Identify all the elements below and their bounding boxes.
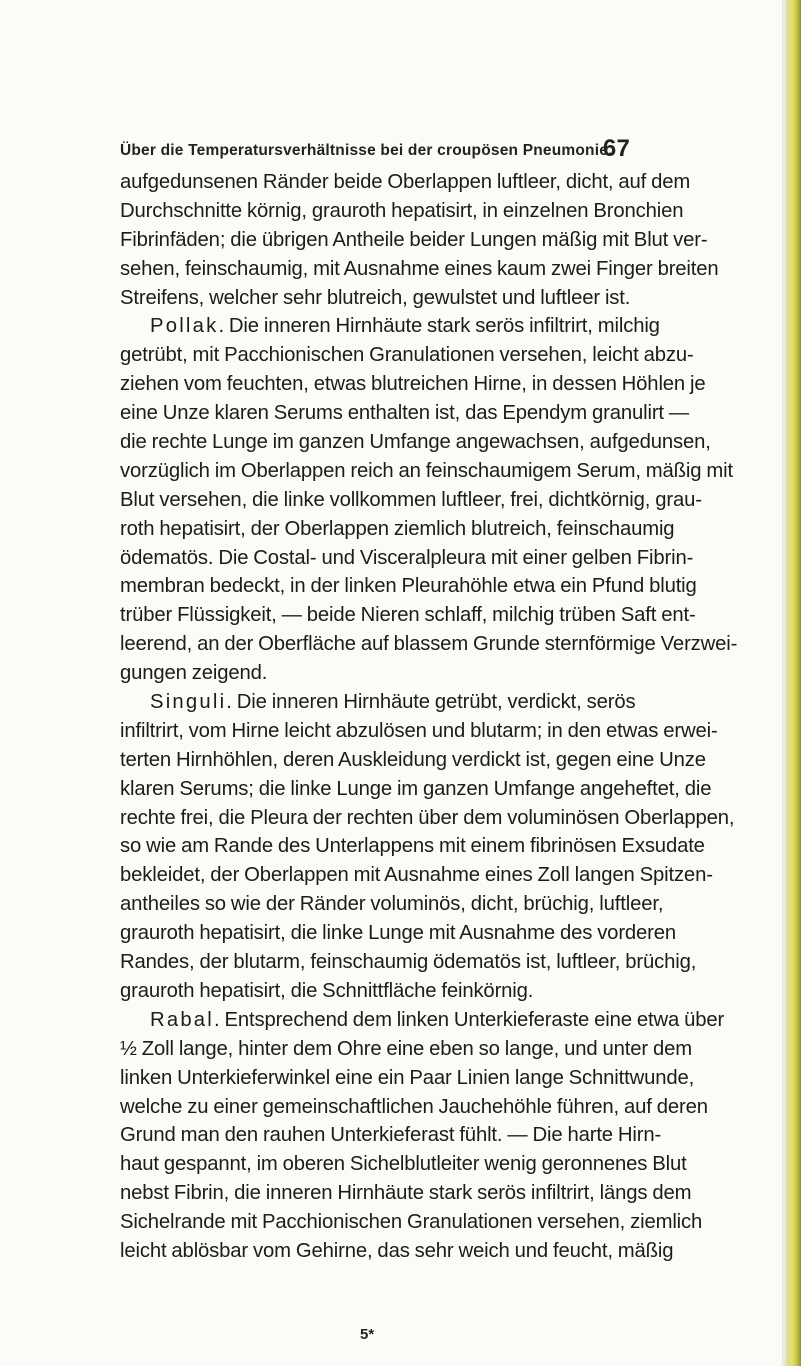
text-line: ödematös. Die Costal- und Visceralpleura mit einer gelben Fibrin- [120, 546, 694, 569]
text-line: eine Unze klaren Serums enthalten ist, das Ependym granulirt — [120, 402, 690, 425]
text-line: Grund man den rauhen Unterkieferast fühlt. — Die harte Hirn- [120, 1124, 662, 1147]
text-line: getrübt, mit Pacchionischen Granulationen versehen, leicht abzu- [120, 344, 694, 367]
text-line: Sichelrande mit Pacchionischen Granulationen versehen, ziemlich [120, 1211, 703, 1234]
text-line: welche zu einer gemeinschaftlichen Jauchehöhle führen, auf deren [120, 1095, 708, 1118]
text-line: gungen zeigend. [120, 662, 268, 685]
text-line: antheiles so wie der Ränder voluminös, dicht, brüchig, luftleer, [120, 893, 664, 916]
running-head [120, 135, 630, 164]
text-line: haut gespannt, im oberen Sichelblutleiter wenig geronnenes Blut [120, 1153, 687, 1176]
case-name: Pollak [150, 315, 219, 338]
text-line: grauroth hepatisirt, die linke Lunge mit Ausnahme des vorderen [120, 922, 677, 945]
text-line: Fibrinfäden; die übrigen Antheile beider Lungen mäßig mit Blut ver- [120, 228, 708, 251]
page-number: 67 [602, 135, 630, 162]
text-line: nebst Fibrin, die inneren Hirnhäute stark serös infiltrirt, längs dem [120, 1182, 692, 1205]
text-line: bekleidet, der Oberlappen mit Ausnahme eines Zoll langen Spitzen- [120, 864, 713, 887]
text-line: so wie am Rande des Unterlappens mit einem fibrinösen Exsudate [120, 835, 705, 858]
body-text [120, 168, 738, 1266]
text-line: Blut versehen, die linke vollkommen luftleer, frei, dichtkörnig, grau- [120, 488, 702, 511]
text-line: membran bedeckt, in der linken Pleurahöhle etwa ein Pfund blutig [120, 575, 697, 598]
text-line: leerend, an der Oberfläche auf blassem Grunde sternförmige Verzwei- [120, 633, 738, 656]
text-line: klaren Serums; die linke Lunge im ganzen Umfange angeheftet, die [120, 777, 712, 800]
paragraph-start-line: Rabal. Entsprechend dem linken Unterkieferaste eine etwa über [150, 1008, 725, 1031]
text-line: trüber Flüssigkeit, — beide Nieren schlaff, milchig trüben Saft ent- [120, 604, 696, 627]
text-line: aufgedunsenen Ränder beide Oberlappen luftleer, dicht, auf dem [120, 171, 691, 193]
text-line: vorzüglich im Oberlappen reich an feinschaumigem Serum, mäßig mit [120, 459, 733, 482]
text-line: roth hepatisirt, der Oberlappen ziemlich blutreich, feinschaumig [120, 517, 675, 540]
text-line: grauroth hepatisirt, die Schnittfläche feinkörnig. [120, 979, 534, 1002]
running-head-title: Über die Temperatursverhältnisse bei der croupösen Pneumonie. [120, 142, 613, 159]
paragraph-start-line: Singuli. Die inneren Hirnhäute getrübt, verdickt, serös [150, 691, 636, 714]
printer-signature-mark: 5* [360, 1326, 375, 1343]
text-line: leicht ablösbar vom Gehirne, das sehr weich und feucht, mäßig [120, 1239, 674, 1262]
text-line: ½ Zoll lange, hinter dem Ohre eine eben so lange, und unter dem [120, 1037, 692, 1060]
case-name: Singuli [150, 691, 227, 714]
text-line: rechte frei, die Pleura der rechten über dem voluminösen Oberlappen, [120, 806, 735, 829]
text-line: infiltrirt, vom Hirne leicht abzulösen und blutarm; in den etwas erwei- [120, 719, 718, 742]
text-line: die rechte Lunge im ganzen Umfange angewachsen, aufgedunsen, [120, 431, 711, 454]
paragraph-start-line: Pollak. Die inneren Hirnhäute stark serös infiltrirt, milchig [150, 315, 660, 338]
text-line: terten Hirnhöhlen, deren Auskleidung verdickt ist, gegen eine Unze [120, 748, 706, 771]
text-line: ziehen vom feuchten, etwas blutreichen Hirne, in dessen Höhlen je [120, 373, 706, 396]
text-line: Randes, der blutarm, feinschaumig ödematös ist, luftleer, brüchig, [120, 951, 697, 974]
text-line: sehen, feinschaumig, mit Ausnahme eines kaum zwei Finger breiten [120, 257, 719, 280]
text-line: Durchschnitte körnig, grauroth hepatisirt, in einzelnen Bronchien [120, 199, 684, 222]
text-line: linken Unterkieferwinkel eine ein Paar Linien lange Schnittwunde, [120, 1066, 695, 1089]
case-name: Rabal [150, 1008, 214, 1031]
text-line: Streifens, welcher sehr blutreich, gewulstet und luftleer ist. [120, 286, 631, 309]
page-edge-binding [783, 0, 801, 1366]
